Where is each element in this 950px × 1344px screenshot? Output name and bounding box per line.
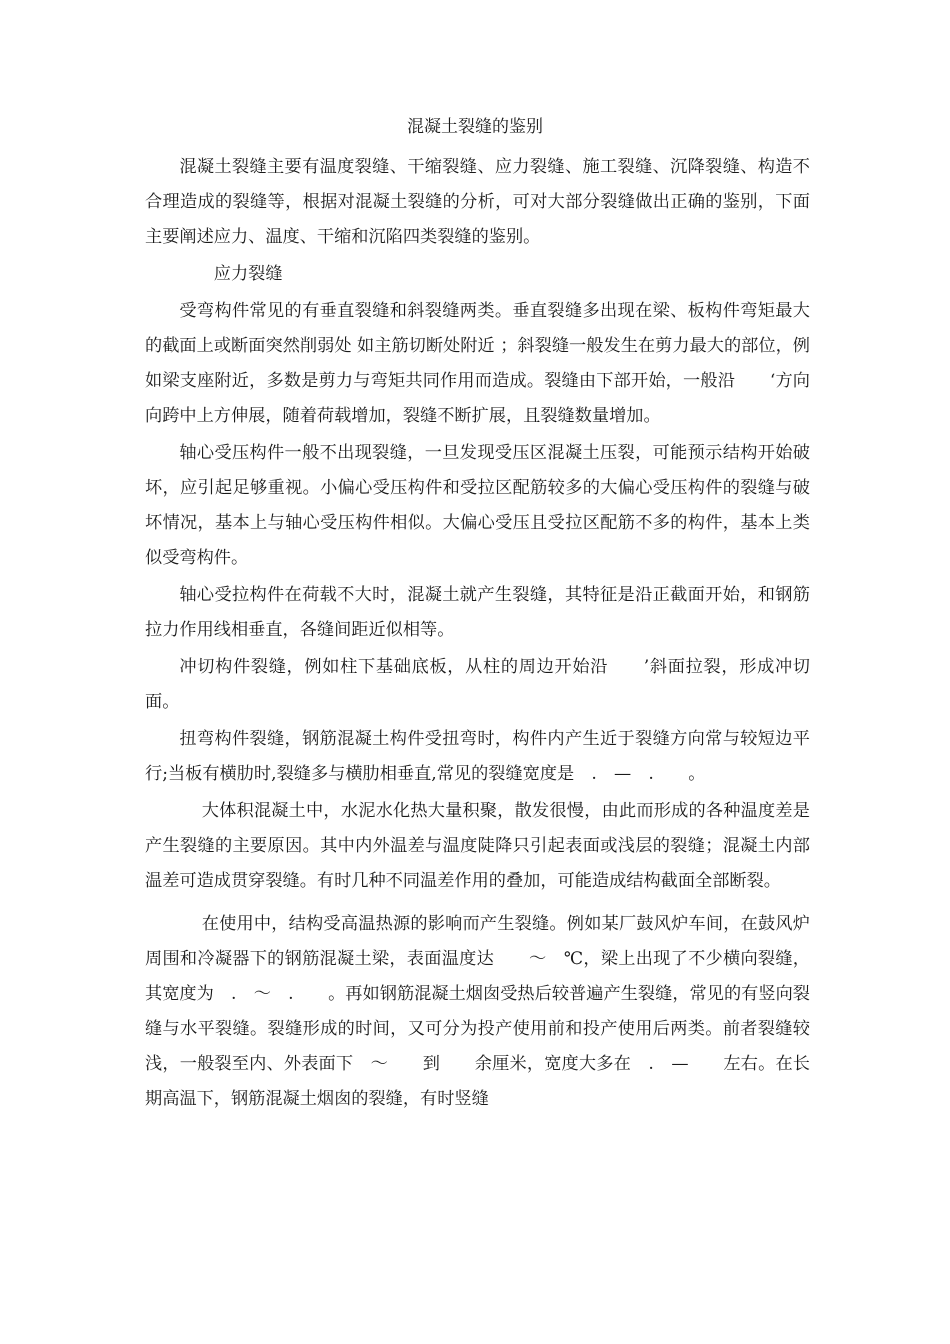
paragraph-axial-compression: 轴心受压构件一般不出现裂缝，一旦发现受压区混凝土压裂，可能预示结构开始破坏，应引起足够重视。小偏心受压构件和受拉区配筋较多的大偏心受压构件的裂缝与破坏情况，基本上与轴心受压构件相似。大偏心受压且受拉区配筋不多的构件，基本上类似受弯构件。 xyxy=(145,443,810,568)
document-body xyxy=(145,150,810,1119)
section-heading-stress-cracks: 应力裂缝 xyxy=(213,264,283,284)
paragraph-bending-members: 受弯构件常见的有垂直裂缝和斜裂缝两类。垂直裂缝多出现在梁、板构件弯矩最大的截面上或断面突然削弱处 如主筋切断处附近 ；斜裂缝一般发生在剪力最大的部位，例如梁支座附近，多数是剪力与弯矩共同作用而造成。裂缝由下部开始，一般沿 ‘方向向跨中上方伸展，随着荷载增加，裂缝不断扩展，且裂缝数量增加。 xyxy=(145,301,810,426)
paragraph-mass-concrete: 大体积混凝土中，水泥水化热大量积聚，散发很慢，由此而形成的各种温度差是产生裂缝的主要原因。其中内外温差与温度陡降只引起表面或浅层的裂缝；混凝土内部温差可造成贯穿裂缝。有时几种不同温差作用的叠加，可能造成结构截面全部断裂。 xyxy=(145,801,810,891)
paragraph-torsion: 扭弯构件裂缝，钢筋混凝土构件受扭弯时，构件内产生近于裂缝方向常与较短边平行;当板有横肋时,裂缝多与横肋相垂直,常见的裂缝宽度是 . — . 。 xyxy=(145,729,810,784)
paragraph-punching: 冲切构件裂缝，例如柱下基础底板，从柱的周边开始沿 ’斜面拉裂，形成冲切面。 xyxy=(145,657,810,712)
document-title: 混凝土裂缝的鉴别 xyxy=(407,117,543,137)
paragraph-high-temperature: 在使用中，结构受高温热源的影响而产生裂缝。例如某厂鼓风炉车间，在鼓风炉周围和冷凝器下的钢筋混凝土梁，表面温度达 ～ ℃，梁上出现了不少横向裂缝，其宽度为 . ～ . 。再如钢筋混凝土烟囱受热后较普遍产生裂缝，常见的有竖向裂缝与水平裂缝。裂缝形成的时间，又可分为投产使用前和投产使用后两类。前者裂缝较浅，一般裂至内、外表面下 ～ 到 余厘米，宽度大多在 . — 左右。在长期高温下，钢筋混凝土烟囱的裂缝，有时竖缝 xyxy=(145,914,810,1109)
intro-paragraph: 混凝土裂缝主要有温度裂缝、干缩裂缝、应力裂缝、施工裂缝、沉降裂缝、构造不合理造成的裂缝等，根据对混凝土裂缝的分析，可对大部分裂缝做出正确的鉴别，下面主要阐述应力、温度、干缩和沉陷四类裂缝的鉴别。 xyxy=(145,157,810,247)
paragraph-axial-tension: 轴心受拉构件在荷载不大时，混凝土就产生裂缝，其特征是沿正截面开始，和钢筋拉力作用线相垂直，各缝间距近似相等。 xyxy=(145,585,810,640)
